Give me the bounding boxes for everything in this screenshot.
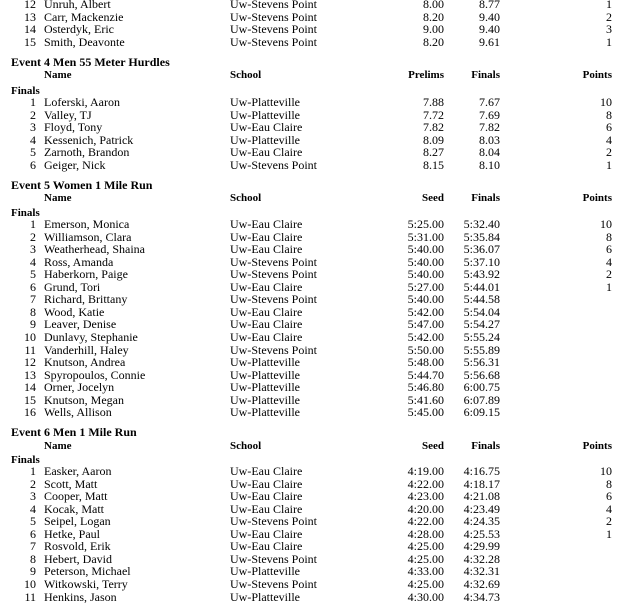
points-value: 10 bbox=[600, 464, 612, 478]
school-name: Uw-Platteville bbox=[230, 392, 300, 407]
finals-time: 5:54.27 bbox=[463, 317, 500, 332]
athlete-name: Easker, Aaron bbox=[44, 464, 112, 478]
school-name: Uw-Eau Claire bbox=[230, 242, 303, 257]
athlete-name: Zarnoth, Brandon bbox=[44, 145, 130, 160]
finals-time: 8.10 bbox=[479, 157, 500, 172]
points-value: 1 bbox=[606, 279, 612, 294]
place-cell: 3 bbox=[30, 242, 36, 257]
seed-or-prelim-time: 5:47.00 bbox=[407, 317, 444, 332]
column-header-row bbox=[0, 69, 635, 82]
col-school-header: School bbox=[230, 192, 262, 204]
points-value: 8 bbox=[606, 476, 612, 491]
place-cell: 15 bbox=[24, 392, 36, 407]
col-finals-header: Finals bbox=[471, 440, 500, 452]
finals-time: 4:32.31 bbox=[463, 564, 500, 579]
place-cell: 1 bbox=[30, 95, 36, 109]
school-name: Uw-Eau Claire bbox=[230, 464, 303, 478]
seed-or-prelim-time: 5:25.00 bbox=[407, 217, 444, 231]
col-seed-header: Prelims bbox=[408, 69, 444, 81]
place-cell: 8 bbox=[30, 551, 36, 566]
athlete-name: Vanderhill, Haley bbox=[44, 342, 129, 357]
school-name: Uw-Eau Claire bbox=[230, 489, 303, 504]
athlete-name: Kessenich, Patrick bbox=[44, 132, 134, 147]
seed-or-prelim-time: 5:41.60 bbox=[407, 392, 444, 407]
school-name: Uw-Eau Claire bbox=[230, 229, 303, 244]
seed-or-prelim-time: 5:42.00 bbox=[407, 329, 444, 344]
athlete-name: Spyropoulos, Connie bbox=[44, 367, 146, 382]
points-value: 2 bbox=[606, 514, 612, 529]
athlete-name: Grund, Tori bbox=[44, 279, 101, 294]
seed-or-prelim-time: 4:33.00 bbox=[407, 564, 444, 579]
points-value: 1 bbox=[606, 526, 612, 541]
finals-time: 4:25.53 bbox=[463, 526, 500, 541]
place-cell: 6 bbox=[30, 157, 36, 172]
place-cell: 3 bbox=[30, 120, 36, 135]
athlete-name: Hetke, Paul bbox=[44, 526, 100, 541]
finals-time: 4:29.99 bbox=[463, 539, 500, 554]
place-cell: 2 bbox=[30, 229, 36, 244]
athlete-name: Valley, TJ bbox=[44, 107, 92, 122]
table-row bbox=[0, 331, 635, 344]
school-name: Uw-Stevens Point bbox=[230, 34, 317, 49]
points-value: 2 bbox=[606, 145, 612, 160]
event-title: Event 5 Women 1 Mile Run bbox=[11, 178, 153, 192]
school-name: Uw-Eau Claire bbox=[230, 329, 303, 344]
place-cell: 2 bbox=[30, 476, 36, 491]
finals-time: 7.82 bbox=[479, 120, 500, 135]
table-row bbox=[0, 36, 635, 49]
place-cell: 15 bbox=[24, 34, 36, 49]
athlete-name: Peterson, Michael bbox=[44, 564, 131, 579]
finals-time: 4:32.28 bbox=[463, 551, 500, 566]
finals-time: 5:44.01 bbox=[463, 279, 500, 294]
col-seed-header: Seed bbox=[422, 192, 444, 204]
finals-time: 5:56.68 bbox=[463, 367, 500, 382]
athlete-name: Wells, Allison bbox=[44, 405, 112, 420]
seed-or-prelim-time: 4:20.00 bbox=[407, 501, 444, 516]
column-header-row bbox=[0, 192, 635, 205]
col-points-header: Points bbox=[582, 440, 612, 452]
finals-time: 6:07.89 bbox=[463, 392, 500, 407]
athlete-name: Cooper, Matt bbox=[44, 489, 108, 504]
points-value: 2 bbox=[606, 9, 612, 24]
seed-or-prelim-time: 8.20 bbox=[423, 34, 444, 49]
seed-or-prelim-time: 5:50.00 bbox=[407, 342, 444, 357]
school-name: Uw-Stevens Point bbox=[230, 342, 317, 357]
athlete-name: Henkins, Jason bbox=[44, 589, 117, 604]
seed-or-prelim-time: 5:48.00 bbox=[407, 355, 444, 370]
athlete-name: Hebert, David bbox=[44, 551, 112, 566]
athlete-name: Ross, Amanda bbox=[44, 254, 114, 269]
school-name: Uw-Stevens Point bbox=[230, 292, 317, 307]
seed-or-prelim-time: 8.09 bbox=[423, 132, 444, 147]
points-value: 1 bbox=[606, 0, 612, 11]
seed-or-prelim-time: 4:25.00 bbox=[407, 576, 444, 591]
table-row bbox=[0, 591, 635, 604]
school-name: Uw-Eau Claire bbox=[230, 317, 303, 332]
place-cell: 3 bbox=[30, 489, 36, 504]
place-cell: 14 bbox=[24, 22, 36, 37]
points-value: 1 bbox=[606, 34, 612, 49]
points-value: 10 bbox=[600, 217, 612, 231]
school-name: Uw-Stevens Point bbox=[230, 551, 317, 566]
place-cell: 10 bbox=[24, 576, 36, 591]
seed-or-prelim-time: 8.27 bbox=[423, 145, 444, 160]
finals-time: 4:32.69 bbox=[463, 576, 500, 591]
school-name: Uw-Stevens Point bbox=[230, 22, 317, 37]
place-cell: 4 bbox=[30, 254, 36, 269]
seed-or-prelim-time: 5:40.00 bbox=[407, 254, 444, 269]
col-finals-header: Finals bbox=[471, 192, 500, 204]
athlete-name: Scott, Matt bbox=[44, 476, 98, 491]
athlete-name: Haberkorn, Paige bbox=[44, 267, 128, 282]
athlete-name: Williamson, Clara bbox=[44, 229, 132, 244]
finals-time: 7.67 bbox=[479, 95, 500, 109]
seed-or-prelim-time: 5:44.70 bbox=[407, 367, 444, 382]
athlete-name: Kocak, Matt bbox=[44, 501, 104, 516]
finals-time: 5:54.04 bbox=[463, 304, 500, 319]
seed-or-prelim-time: 7.88 bbox=[423, 95, 444, 109]
place-cell: 14 bbox=[24, 380, 36, 395]
seed-or-prelim-time: 4:30.00 bbox=[407, 589, 444, 604]
place-cell: 12 bbox=[24, 355, 36, 370]
place-cell: 5 bbox=[30, 267, 36, 282]
finals-time: 4:18.17 bbox=[463, 476, 500, 491]
seed-or-prelim-time: 5:40.00 bbox=[407, 292, 444, 307]
school-name: Uw-Platteville bbox=[230, 95, 300, 109]
event-title: Event 6 Men 1 Mile Run bbox=[11, 425, 137, 439]
seed-or-prelim-time: 8.15 bbox=[423, 157, 444, 172]
finals-time: 5:35.84 bbox=[463, 229, 500, 244]
athlete-name: Wood, Katie bbox=[44, 304, 105, 319]
seed-or-prelim-time: 4:22.00 bbox=[407, 476, 444, 491]
seed-or-prelim-time: 4:28.00 bbox=[407, 526, 444, 541]
seed-or-prelim-time: 4:22.00 bbox=[407, 514, 444, 529]
finals-time: 4:24.35 bbox=[463, 514, 500, 529]
school-name: Uw-Platteville bbox=[230, 405, 300, 420]
athlete-name: Loferski, Aaron bbox=[44, 95, 120, 109]
finals-time: 5:36.07 bbox=[463, 242, 500, 257]
athlete-name: Emerson, Monica bbox=[44, 217, 130, 231]
finals-time: 4:23.49 bbox=[463, 501, 500, 516]
col-school-header: School bbox=[230, 440, 262, 452]
points-value: 8 bbox=[606, 107, 612, 122]
school-name: Uw-Stevens Point bbox=[230, 267, 317, 282]
finals-time: 7.69 bbox=[479, 107, 500, 122]
athlete-name: Rosvold, Erik bbox=[44, 539, 111, 554]
table-row bbox=[0, 159, 635, 172]
col-finals-header: Finals bbox=[471, 69, 500, 81]
athlete-name: Carr, Mackenzie bbox=[44, 9, 124, 24]
place-cell: 11 bbox=[24, 589, 36, 604]
place-cell: 6 bbox=[30, 279, 36, 294]
school-name: Uw-Platteville bbox=[230, 355, 300, 370]
seed-or-prelim-time: 4:23.00 bbox=[407, 489, 444, 504]
school-name: Uw-Stevens Point bbox=[230, 157, 317, 172]
school-name: Uw-Platteville bbox=[230, 589, 300, 604]
finals-time: 8.03 bbox=[479, 132, 500, 147]
finals-time: 4:34.73 bbox=[463, 589, 500, 604]
finals-time: 9.40 bbox=[479, 9, 500, 24]
school-name: Uw-Eau Claire bbox=[230, 279, 303, 294]
school-name: Uw-Eau Claire bbox=[230, 501, 303, 516]
school-name: Uw-Stevens Point bbox=[230, 254, 317, 269]
place-cell: 5 bbox=[30, 514, 36, 529]
athlete-name: Osterdyk, Eric bbox=[44, 22, 114, 37]
points-value: 4 bbox=[606, 254, 612, 269]
place-cell: 11 bbox=[24, 342, 36, 357]
place-cell: 7 bbox=[30, 292, 36, 307]
finals-time: 5:56.31 bbox=[463, 355, 500, 370]
school-name: Uw-Stevens Point bbox=[230, 514, 317, 529]
points-value: 6 bbox=[606, 242, 612, 257]
place-cell: 9 bbox=[30, 564, 36, 579]
finals-time: 9.61 bbox=[479, 34, 500, 49]
finals-time: 4:21.08 bbox=[463, 489, 500, 504]
col-school-header: School bbox=[230, 69, 262, 81]
seed-or-prelim-time: 5:46.80 bbox=[407, 380, 444, 395]
table-row bbox=[0, 406, 635, 419]
finals-time: 9.40 bbox=[479, 22, 500, 37]
school-name: Uw-Eau Claire bbox=[230, 539, 303, 554]
points-value: 4 bbox=[606, 501, 612, 516]
finals-time: 5:37.10 bbox=[463, 254, 500, 269]
seed-or-prelim-time: 5:40.00 bbox=[407, 242, 444, 257]
seed-or-prelim-time: 8.00 bbox=[423, 0, 444, 11]
col-seed-header: Seed bbox=[422, 440, 444, 452]
event-title: Event 4 Men 55 Meter Hurdles bbox=[11, 55, 170, 69]
seed-or-prelim-time: 8.20 bbox=[423, 9, 444, 24]
finals-time: 5:32.40 bbox=[463, 217, 500, 231]
finals-time: 6:00.75 bbox=[463, 380, 500, 395]
place-cell: 12 bbox=[24, 0, 36, 11]
col-name-header: Name bbox=[44, 440, 72, 452]
finals-time: 5:44.58 bbox=[463, 292, 500, 307]
athlete-name: Weatherhead, Shaina bbox=[44, 242, 145, 257]
school-name: Uw-Eau Claire bbox=[230, 120, 303, 135]
section-label: Finals bbox=[11, 454, 40, 466]
school-name: Uw-Eau Claire bbox=[230, 145, 303, 160]
athlete-name: Knutson, Megan bbox=[44, 392, 124, 407]
finals-time: 8.04 bbox=[479, 145, 500, 160]
athlete-name: Richard, Brittany bbox=[44, 292, 128, 307]
school-name: Uw-Platteville bbox=[230, 107, 300, 122]
points-value: 1 bbox=[606, 157, 612, 172]
points-value: 3 bbox=[606, 22, 612, 37]
school-name: Uw-Stevens Point bbox=[230, 0, 317, 11]
points-value: 8 bbox=[606, 229, 612, 244]
place-cell: 13 bbox=[24, 367, 36, 382]
school-name: Uw-Stevens Point bbox=[230, 9, 317, 24]
table-row bbox=[0, 96, 635, 109]
col-name-header: Name bbox=[44, 192, 72, 204]
athlete-name: Smith, Deavonte bbox=[44, 34, 125, 49]
col-points-header: Points bbox=[582, 192, 612, 204]
athlete-name: Floyd, Tony bbox=[44, 120, 103, 135]
finals-time: 5:55.24 bbox=[463, 329, 500, 344]
place-cell: 16 bbox=[24, 405, 36, 420]
points-value: 6 bbox=[606, 120, 612, 135]
school-name: Uw-Eau Claire bbox=[230, 526, 303, 541]
place-cell: 13 bbox=[24, 9, 36, 24]
col-points-header: Points bbox=[582, 69, 612, 81]
finals-time: 5:43.92 bbox=[463, 267, 500, 282]
athlete-name: Orner, Jocelyn bbox=[44, 380, 115, 395]
place-cell: 1 bbox=[30, 464, 36, 478]
points-value: 4 bbox=[606, 132, 612, 147]
school-name: Uw-Platteville bbox=[230, 367, 300, 382]
finals-time: 8.77 bbox=[479, 0, 500, 11]
athlete-name: Geiger, Nick bbox=[44, 157, 106, 172]
school-name: Uw-Platteville bbox=[230, 380, 300, 395]
place-cell: 2 bbox=[30, 107, 36, 122]
athlete-name: Leaver, Denise bbox=[44, 317, 117, 332]
seed-or-prelim-time: 5:40.00 bbox=[407, 267, 444, 282]
athlete-name: Dunlavy, Stephanie bbox=[44, 329, 138, 344]
finals-time: 4:16.75 bbox=[463, 464, 500, 478]
school-name: Uw-Stevens Point bbox=[230, 576, 317, 591]
place-cell: 5 bbox=[30, 145, 36, 160]
points-value: 10 bbox=[600, 95, 612, 109]
place-cell: 8 bbox=[30, 304, 36, 319]
athlete-name: Unruh, Albert bbox=[44, 0, 111, 11]
seed-or-prelim-time: 5:45.00 bbox=[407, 405, 444, 420]
seed-or-prelim-time: 4:19.00 bbox=[407, 464, 444, 478]
athlete-name: Knutson, Andrea bbox=[44, 355, 126, 370]
seed-or-prelim-time: 9.00 bbox=[423, 22, 444, 37]
school-name: Uw-Eau Claire bbox=[230, 476, 303, 491]
seed-or-prelim-time: 7.72 bbox=[423, 107, 444, 122]
finals-time: 6:09.15 bbox=[463, 405, 500, 420]
place-cell: 4 bbox=[30, 132, 36, 147]
points-value: 6 bbox=[606, 489, 612, 504]
athlete-name: Seipel, Logan bbox=[44, 514, 111, 529]
school-name: Uw-Platteville bbox=[230, 132, 300, 147]
section-label: Finals bbox=[11, 85, 40, 97]
seed-or-prelim-time: 7.82 bbox=[423, 120, 444, 135]
school-name: Uw-Eau Claire bbox=[230, 217, 303, 231]
seed-or-prelim-time: 5:31.00 bbox=[407, 229, 444, 244]
seed-or-prelim-time: 5:42.00 bbox=[407, 304, 444, 319]
seed-or-prelim-time: 4:25.00 bbox=[407, 551, 444, 566]
place-cell: 4 bbox=[30, 501, 36, 516]
seed-or-prelim-time: 5:27.00 bbox=[407, 279, 444, 294]
section-label: Finals bbox=[11, 207, 40, 219]
finals-time: 5:55.89 bbox=[463, 342, 500, 357]
athlete-name: Witkowski, Terry bbox=[44, 576, 128, 591]
col-name-header: Name bbox=[44, 69, 72, 81]
column-header-row bbox=[0, 440, 635, 453]
school-name: Uw-Platteville bbox=[230, 564, 300, 579]
place-cell: 6 bbox=[30, 526, 36, 541]
place-cell: 10 bbox=[24, 329, 36, 344]
place-cell: 9 bbox=[30, 317, 36, 332]
points-value: 2 bbox=[606, 267, 612, 282]
place-cell: 1 bbox=[30, 217, 36, 231]
school-name: Uw-Eau Claire bbox=[230, 304, 303, 319]
table-row bbox=[0, 578, 635, 591]
seed-or-prelim-time: 4:25.00 bbox=[407, 539, 444, 554]
place-cell: 7 bbox=[30, 539, 36, 554]
